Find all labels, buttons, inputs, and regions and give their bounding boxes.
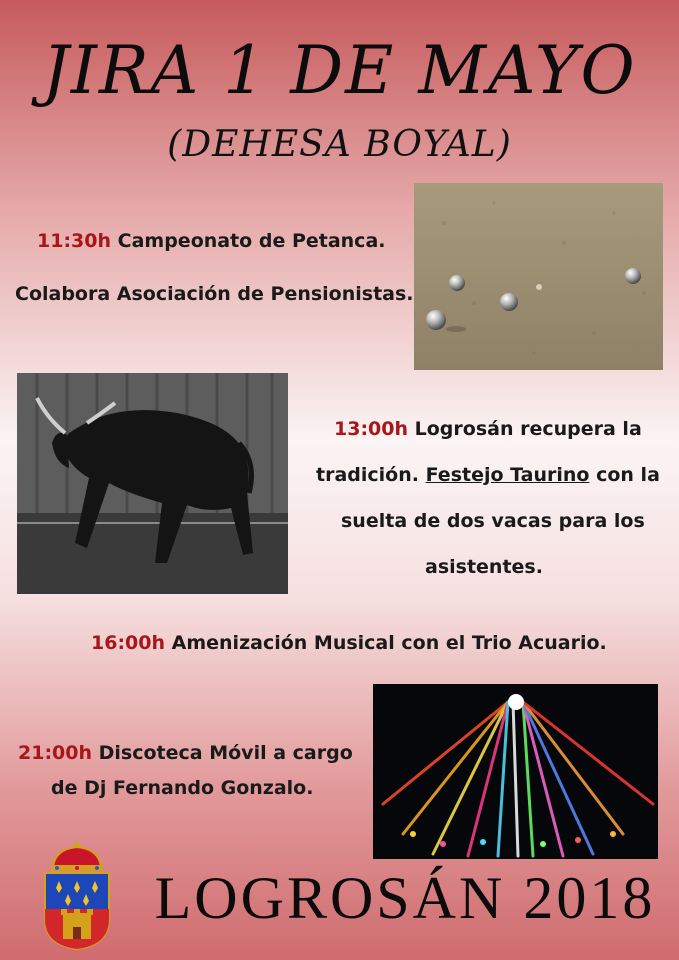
event-discoteca [18,742,353,764]
petanca-photo [414,183,663,370]
bull-photo [17,373,288,594]
event-discoteca-note: de Dj Fernando Gonzalo. [51,777,314,799]
disco-lights-photo [373,684,658,859]
event-time: 21:00h [18,742,93,764]
poster-subtitle: (DEHESA BOYAL) [167,124,512,165]
event-musical [91,632,607,654]
coat-of-arms-logo [37,839,117,951]
festejo-taurino-highlight: Festejo Taurino [425,464,590,486]
footer-town-year: LOGROSÁN 2018 [154,865,656,931]
event-taurino-line2: tradición. Festejo Taurino con la [316,464,660,486]
event-taurino-line4: asistentes. [425,556,543,578]
event-text: Discoteca Móvil a cargo [98,742,353,764]
event-text: Campeonato de Petanca. [117,230,386,252]
event-time: 13:00h [334,418,409,440]
poster-title: JIRA 1 DE MAYO [42,32,637,109]
event-text: Logrosán recupera la [414,418,642,440]
event-time: 11:30h [37,230,112,252]
event-time: 16:00h [91,632,166,654]
event-taurino [334,418,642,440]
event-taurino-line3: suelta de dos vacas para los [341,510,645,532]
event-petanca [37,230,386,252]
event-text: Amenización Musical con el Trio Acuario. [171,632,607,654]
event-petanca-note: Colabora Asociación de Pensionistas. [15,283,414,305]
